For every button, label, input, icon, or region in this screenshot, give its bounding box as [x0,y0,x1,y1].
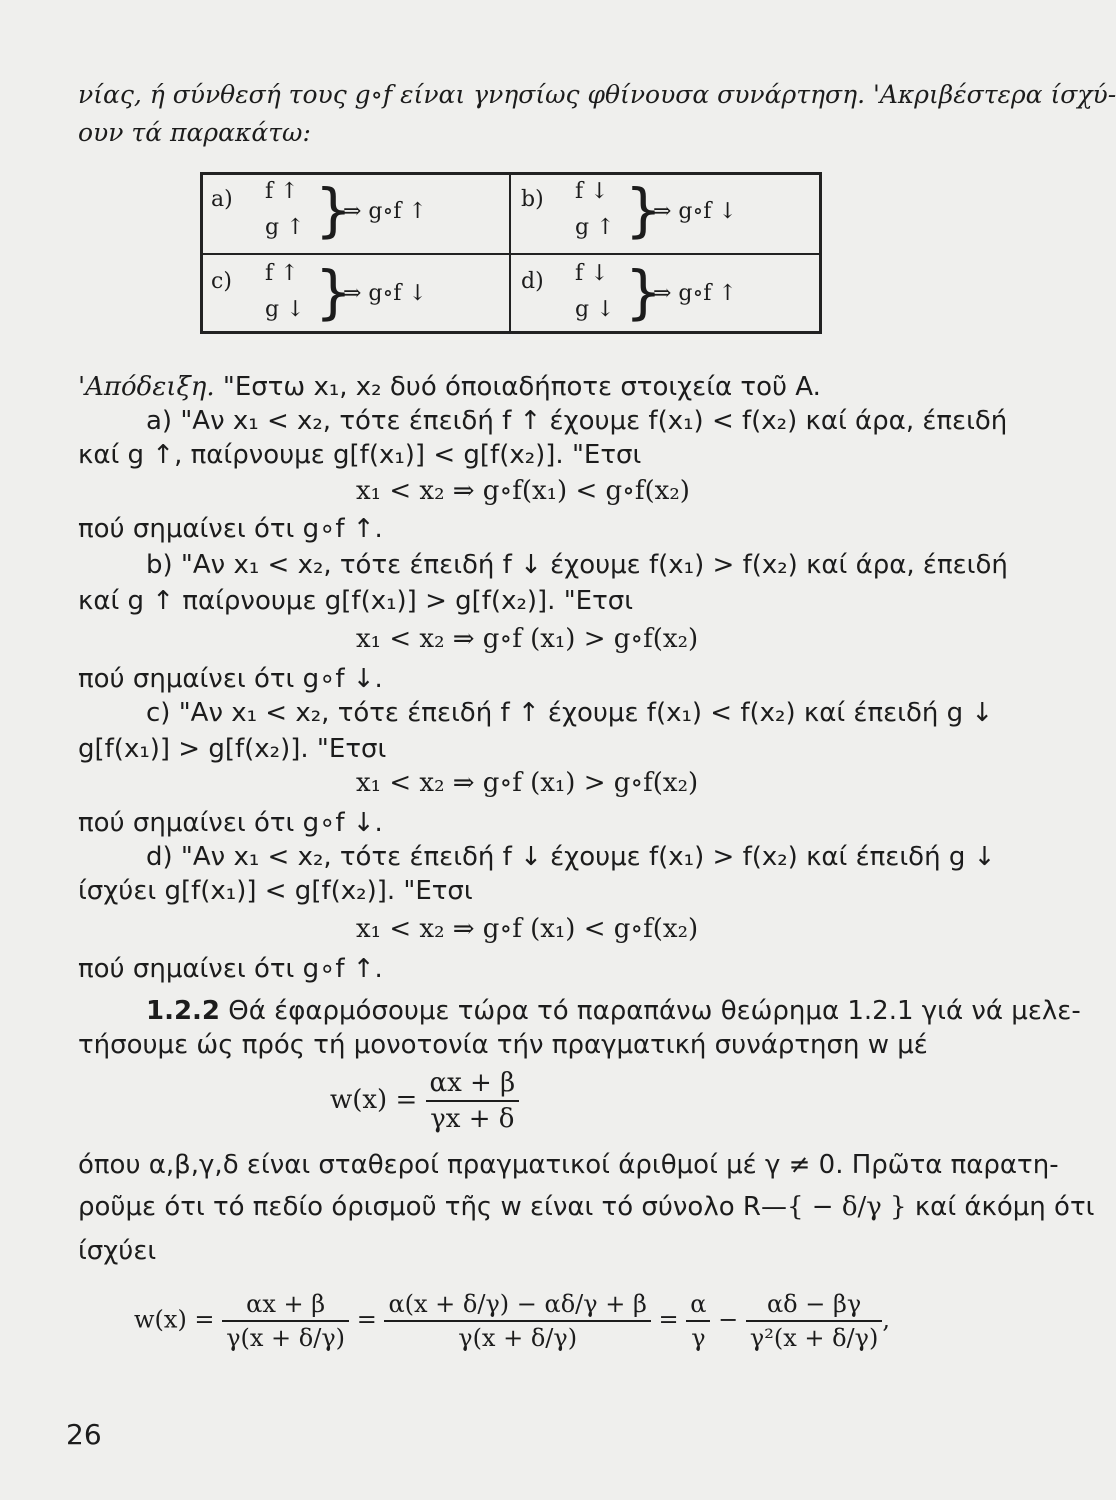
right-brace: } [315,176,352,244]
cell-label: c) [211,269,232,294]
eq-f2-numerator: α(x + δ/γ) − αδ/γ + β [384,1290,650,1322]
right-brace: } [625,258,662,326]
eq-f2-denominator: γ(x + δ/γ) [458,1324,578,1352]
proof-c-line-2: g[f(x₁)] > g[f(x₂)]. "Ετσι [78,734,387,764]
proof-c-conclusion: πού σημαίνει ότι g∘f ↓. [78,808,383,838]
proof-d-conclusion: πού σημαίνει ότι g∘f ↑. [78,954,383,984]
composition-result: ⇒ g∘f ↑ [343,199,427,224]
domain-text-end: καί άκόμη ότι [906,1192,1095,1222]
eq-equals-2: = [658,1305,679,1334]
intro-line-2: ουν τά παρακάτω: [78,118,311,147]
eq-f4-denominator: γ²(x + δ/γ) [749,1324,879,1352]
cell-label: b) [521,187,544,212]
table-cell-d [513,257,813,333]
f-monotonicity: f ↑ [265,261,299,286]
g-monotonicity: g ↑ [265,215,305,240]
section-number: 1.2.2 [146,996,221,1026]
eq-f3-numerator: α [686,1290,710,1322]
g-monotonicity: g ↓ [265,297,305,322]
eq-comma: , [882,1305,890,1334]
table-cell-b [513,175,813,251]
section-line-1 [146,996,1081,1026]
eq-f1-numerator: αx + β [222,1290,349,1322]
eq-fraction-3 [686,1290,710,1352]
table-cell-c [203,257,503,333]
eq-lhs: w(x) = [134,1305,215,1334]
w-lhs: w(x) = [330,1085,418,1115]
section-text-1: Θά έφαρμόσουμε τώρα τό παραπάνω θεώρημα 1.2.1 γιά νά μελε- [220,996,1081,1026]
proof-b-equation: x₁ < x₂ ⇒ g∘f (x₁) > g∘f(x₂) [356,624,699,654]
proof-a-equation: x₁ < x₂ ⇒ g∘f(x₁) < g∘f(x₂) [356,476,690,506]
eq-f1-denominator: γ(x + δ/γ) [226,1324,346,1352]
w-numerator: αx + β [426,1068,520,1102]
proof-b-line-1: b) "Αν x₁ < x₂, τότε έπειδή f ↓ έχουμε f(x₁) > f(x₂) καί άρα, έπειδή [146,550,1008,580]
composition-result: ⇒ g∘f ↓ [343,281,427,306]
proof-a-line-1: a) "Αν x₁ < x₂, τότε έπειδή f ↑ έχουμε f(x₁) < f(x₂) καί άρα, έπειδή [146,406,1008,436]
proof-b-conclusion: πού σημαίνει ότι g∘f ↓. [78,664,383,694]
right-brace: } [315,258,352,326]
proof-heading: 'Απόδειξη. [78,372,215,402]
eq-f3-denominator: γ [691,1324,706,1352]
proof-intro [78,372,821,402]
excluded-set: { − δ/γ } [786,1192,907,1222]
section-line-4 [78,1192,1094,1222]
intro-line-1: νίας, ή σύνθεσή τους g∘f είναι γνησίως φθίνουσα συνάρτηση. 'Ακριβέστερα ίσχύ- [78,80,1116,109]
proof-a-line-2: καί g ↑, παίρνουμε g[f(x₁)] < g[f(x₂)]. "Ετσι [78,440,642,470]
proof-d-line-1: d) "Αν x₁ < x₂, τότε έπειδή f ↓ έχουμε f(x₁) > f(x₂) καί έπειδή g ↓ [146,842,996,872]
f-monotonicity: f ↑ [265,179,299,204]
page-number: 26 [66,1418,102,1451]
proof-c-line-1: c) "Αν x₁ < x₂, τότε έπειδή f ↑ έχουμε f(x₁) < f(x₂) καί έπειδή g ↓ [146,698,994,728]
right-brace: } [625,176,662,244]
w-definition [330,1068,519,1134]
cell-label: d) [521,269,544,294]
proof-a-conclusion: πού σημαίνει ότι g∘f ↑. [78,514,383,544]
section-line-5: ίσχύει [78,1236,157,1266]
eq-fraction-1 [222,1290,349,1352]
composition-result: ⇒ g∘f ↓ [653,199,737,224]
composition-table [200,172,822,334]
cell-label: a) [211,187,233,212]
g-monotonicity: g ↓ [575,297,615,322]
proof-b-line-2: καί g ↑ παίρνουμε g[f(x₁)] > g[f(x₂)]. "Ετσι [78,586,634,616]
eq-f4-numerator: αδ − βγ [746,1290,882,1322]
g-monotonicity: g ↑ [575,215,615,240]
eq-minus: − [718,1305,739,1334]
w-fraction [426,1068,520,1134]
proof-d-line-2: ίσχύει g[f(x₁)] < g[f(x₂)]. "Ετσι [78,876,473,906]
proof-c-equation: x₁ < x₂ ⇒ g∘f (x₁) > g∘f(x₂) [356,768,699,798]
eq-fraction-4 [746,1290,882,1352]
composition-result: ⇒ g∘f ↑ [653,281,737,306]
proof-d-equation: x₁ < x₂ ⇒ g∘f (x₁) < g∘f(x₂) [356,914,699,944]
section-line-3: όπου α,β,γ,δ είναι σταθεροί πραγματικοί άριθμοί μέ γ ≠ 0. Πρῶτα παρατη- [78,1150,1059,1180]
w-decomposition [134,1290,890,1352]
proof-intro-text: "Εστω x₁, x₂ δυό όποιαδήποτε στοιχεία τοῦ A. [214,372,821,402]
f-monotonicity: f ↓ [575,179,609,204]
section-line-2: τήσουμε ώς πρός τή μονοτονία τήν πραγματική συνάρτηση w μέ [78,1030,928,1060]
domain-text: ροῦμε ότι τό πεδίο όρισμοῦ τῆς w είναι τό σύνολο R— [78,1192,787,1222]
eq-fraction-2 [384,1290,650,1352]
table-horizontal-divider [203,253,819,255]
eq-equals: = [356,1305,377,1334]
f-monotonicity: f ↓ [575,261,609,286]
w-denominator: γx + δ [430,1104,515,1134]
table-cell-a [203,175,503,251]
